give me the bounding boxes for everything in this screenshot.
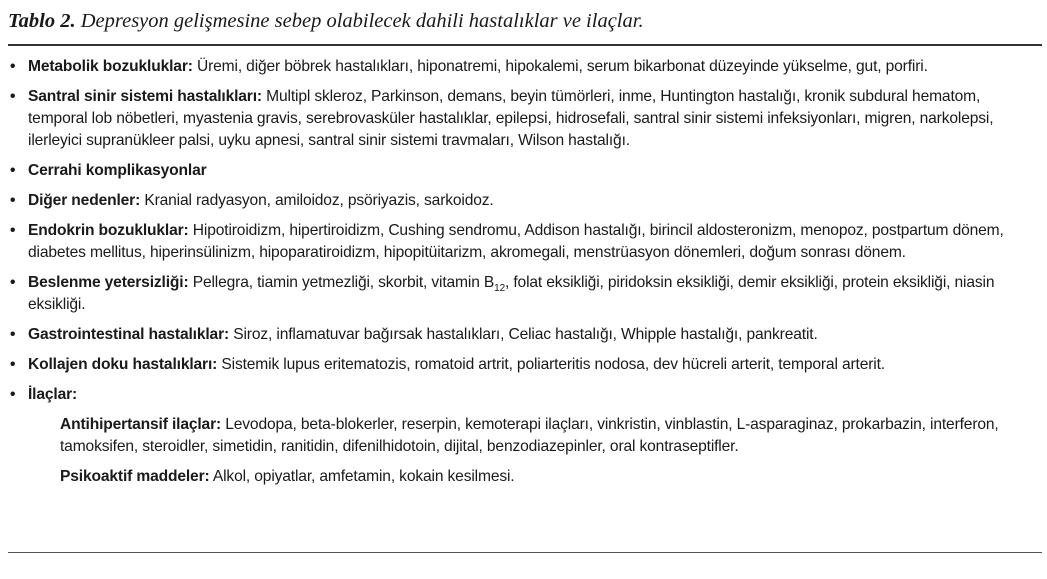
sub-item-term: Psikoaktif maddeler: bbox=[60, 468, 210, 485]
table-body bbox=[10, 56, 1040, 496]
item-term: Metabolik bozukluklar: bbox=[28, 58, 193, 75]
list-item-nutrition bbox=[10, 272, 1040, 316]
item-term: Cerrahi komplikasyonlar bbox=[28, 162, 207, 179]
item-text-after: , folat eksikliği, piridoksin eksikliği, demir eksikliği, protein eksikliği, niasin eksikliği. bbox=[28, 274, 995, 313]
item-term: Beslenme yetersizliği: bbox=[28, 274, 189, 291]
bottom-rule bbox=[8, 552, 1042, 553]
list-item-collagen bbox=[10, 354, 1040, 376]
item-text: Multipl skleroz, Parkinson, demans, beyin tümörleri, inme, Huntington hastalığı, kronik subdural hematom, temporal lob nöbetleri, myastenia gravis, serebrovasküler hastalıklar, epilepsi, hidrosefali, santral sinir sistemi infeksiyonları, migren, narkolepsi, ilerleyici supranükleer palsi, uyku apnesi, santral sinir sistemi travmaları, Wilson hastalığı. bbox=[28, 88, 994, 149]
list-item-other bbox=[10, 190, 1040, 212]
sub-item-text: Levodopa, beta-blokerler, reserpin, kemoterapi ilaçları, vinkristin, vinblastin, L-asparaginaz, prokarbazin, interferon, tamoksifen, steroidler, simetidin, ranitidin, difenilhidotoin, dijital, benzodiazepinler, oral kontraseptifler. bbox=[60, 416, 999, 455]
sub-item-psychoactive bbox=[10, 466, 1040, 488]
caption-label: Tablo 2. bbox=[8, 10, 76, 32]
item-term: Diğer nedenler: bbox=[28, 192, 141, 209]
caption-text: Depresyon gelişmesine sebep olabilecek dahili hastalıklar ve ilaçlar. bbox=[80, 10, 644, 32]
bullet: • bbox=[10, 192, 16, 209]
item-text: Sistemik lupus eritematozis, romatoid artrit, poliarteritis nodosa, dev hücreli arterit, temporal arterit. bbox=[221, 356, 885, 373]
bullet: • bbox=[10, 326, 16, 343]
bullet: • bbox=[10, 222, 16, 239]
item-text-before: Pellegra, tiamin yetmezliği, skorbit, vitamin B bbox=[192, 274, 495, 291]
list-item-drugs bbox=[10, 384, 1040, 406]
list-item-cns bbox=[10, 86, 1040, 152]
list-item-endocrine bbox=[10, 220, 1040, 264]
sub-item-antihypertensive bbox=[10, 414, 1040, 458]
item-text: Üremi, diğer böbrek hastalıkları, hiponatremi, hipokalemi, serum bikarbonat düzeyinde yükselme, gut, porfiri. bbox=[196, 58, 928, 75]
item-term: Santral sinir sistemi hastalıkları: bbox=[28, 88, 262, 105]
bullet: • bbox=[10, 88, 16, 105]
list-item-surgical bbox=[10, 160, 1040, 182]
bullet: • bbox=[10, 356, 16, 373]
list-item-metabolic bbox=[10, 56, 1040, 78]
item-text: Kranial radyasyon, amiloidoz, psöriyazis, sarkoidoz. bbox=[144, 192, 494, 209]
bullet: • bbox=[10, 58, 16, 75]
item-term: Kollajen doku hastalıkları: bbox=[28, 356, 218, 373]
bullet: • bbox=[10, 386, 16, 403]
item-term: Endokrin bozukluklar: bbox=[28, 222, 189, 239]
item-text: Siroz, inflamatuvar bağırsak hastalıkları, Celiac hastalığı, Whipple hastalığı, pankreatit. bbox=[233, 326, 818, 343]
item-text: Hipotiroidizm, hipertiroidizm, Cushing sendromu, Addison hastalığı, birincil aldosteronizm, menopoz, postpartum dönem, diabetes mellitus, hiperinsülinizm, hipoparatiroidizm, hipopitüitarizm, akromegali, menstrüasyon dönemleri, doğum sonrası dönem. bbox=[28, 222, 1004, 261]
bullet: • bbox=[10, 162, 16, 179]
top-rule bbox=[8, 44, 1042, 46]
bullet: • bbox=[10, 274, 16, 291]
subscript-12: 12 bbox=[494, 283, 505, 294]
sub-item-term: Antihipertansif ilaçlar: bbox=[60, 416, 222, 433]
sub-item-text: Alkol, opiyatlar, amfetamin, kokain kesilmesi. bbox=[212, 468, 515, 485]
list-item-gastrointestinal bbox=[10, 324, 1040, 346]
table-caption bbox=[8, 8, 1038, 34]
item-term: Gastrointestinal hastalıklar: bbox=[28, 326, 230, 343]
item-term: İlaçlar: bbox=[28, 386, 78, 403]
